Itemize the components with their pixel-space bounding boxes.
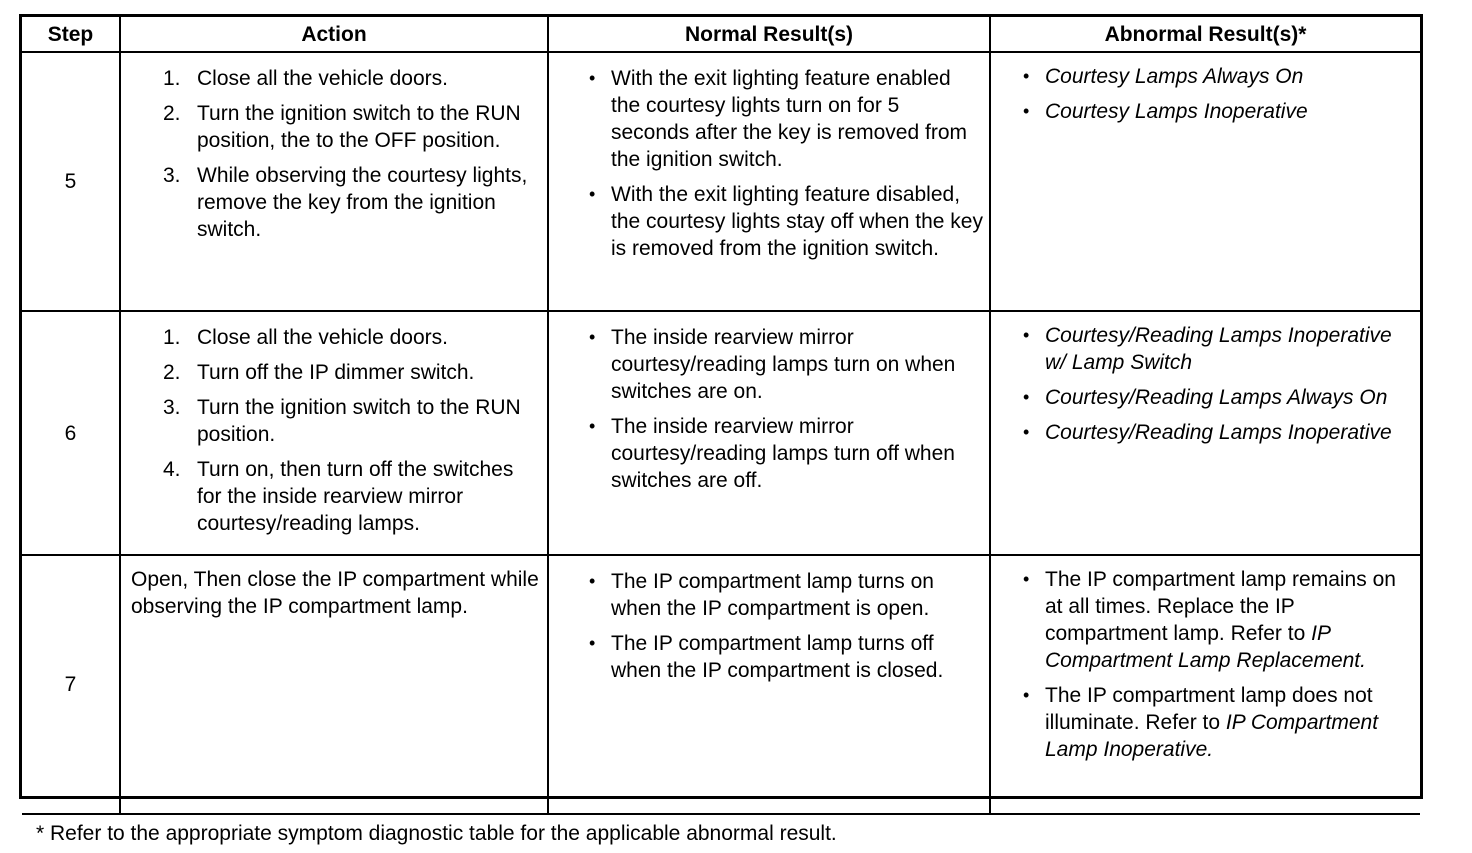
normal-results-cell (548, 555, 990, 814)
diagnostic-table-frame (19, 14, 1423, 845)
action-text: Turn the ignition switch to the RUN position. (197, 396, 521, 446)
result-text: The IP compartment lamp turns off when the IP compartment is closed. (611, 632, 944, 682)
abnormal-results-list (1019, 566, 1414, 763)
result-item (1019, 322, 1414, 376)
bullet-icon: • (1023, 685, 1030, 705)
bullet-icon: • (589, 633, 596, 653)
bullet-icon: • (1023, 422, 1030, 442)
abnormal-results-cell (990, 52, 1420, 311)
bullet-icon: • (1023, 325, 1030, 345)
normal-results-cell (548, 311, 990, 555)
header-normal-results: Normal Result(s) (548, 17, 990, 52)
abnormal-results-cell (990, 311, 1420, 555)
action-item (131, 100, 537, 154)
result-item (585, 413, 983, 494)
table-row (22, 555, 1420, 814)
action-text: Turn the ignition switch to the RUN position, the to the OFF position. (197, 102, 521, 152)
normal-results-cell (548, 52, 990, 311)
header-row (22, 17, 1420, 52)
step-number: 6 (22, 311, 120, 555)
result-text: The IP compartment lamp remains on at all times. Replace the IP compartment lamp. Refer to (1045, 568, 1396, 645)
result-link-text: Courtesy/Reading Lamps Inoperative (1045, 421, 1392, 444)
result-item (585, 65, 983, 173)
result-text: The IP compartment lamp does not illuminate. Refer to (1045, 684, 1373, 734)
action-item (131, 162, 537, 243)
bullet-icon: • (1023, 101, 1030, 121)
normal-results-list (585, 324, 983, 494)
action-text: Open, Then close the IP compartment while observing the IP compartment lamp. (131, 568, 539, 618)
table-row (22, 52, 1420, 311)
result-text: With the exit lighting feature disabled, the courtesy lights stay off when the key is removed from the ignition switch. (611, 183, 983, 260)
result-item (1019, 566, 1414, 674)
abnormal-results-list (1019, 63, 1414, 125)
result-link-text: Courtesy/Reading Lamps Always On (1045, 386, 1388, 409)
result-item (585, 181, 983, 262)
result-text: The inside rearview mirror courtesy/reading lamps turn off when switches are off. (611, 415, 955, 492)
action-text: Close all the vehicle doors. (197, 67, 448, 90)
action-item (131, 324, 537, 351)
action-cell (120, 311, 548, 555)
result-link-text: Courtesy Lamps Inoperative (1045, 100, 1308, 123)
abnormal-results-list (1019, 322, 1414, 446)
action-text: Turn on, then turn off the switches for the inside rearview mirror courtesy/reading lamps. (197, 458, 514, 535)
result-item (1019, 63, 1414, 90)
action-text: Turn off the IP dimmer switch. (197, 361, 475, 384)
bullet-icon: • (1023, 66, 1030, 86)
bullet-icon: • (589, 184, 596, 204)
action-number: 4. (163, 458, 181, 481)
result-text: The IP compartment lamp turns on when the IP compartment is open. (611, 570, 934, 620)
action-item (131, 394, 537, 448)
result-item (1019, 682, 1414, 763)
result-link-text: IP Compartment Lamp Inoperative. (1045, 711, 1379, 761)
action-item (131, 65, 537, 92)
result-item (585, 630, 983, 684)
action-cell (120, 555, 548, 814)
table-row (22, 311, 1420, 555)
result-item (585, 568, 983, 622)
bullet-icon: • (589, 68, 596, 88)
action-number: 1. (163, 67, 181, 90)
action-number: 3. (163, 164, 181, 187)
result-link-text: Courtesy Lamps Always On (1045, 65, 1304, 88)
action-text: While observing the courtesy lights, remove the key from the ignition switch. (197, 164, 528, 241)
action-item (131, 359, 537, 386)
bullet-icon: • (589, 571, 596, 591)
result-item (1019, 98, 1414, 125)
result-text: The inside rearview mirror courtesy/reading lamps turn on when switches are on. (611, 326, 956, 403)
bullet-icon: • (589, 416, 596, 436)
action-list (131, 324, 537, 537)
result-link-text: IP Compartment Lamp Replacement. (1045, 622, 1366, 672)
result-item (1019, 419, 1414, 446)
action-number: 2. (163, 102, 181, 125)
header-abnormal-results: Abnormal Result(s)* (990, 17, 1420, 52)
bullet-icon: • (1023, 387, 1030, 407)
bullet-icon: • (1023, 569, 1030, 589)
action-list (131, 65, 537, 243)
step-number: 7 (22, 555, 120, 814)
diagnostic-table (22, 17, 1420, 853)
result-link-text: Courtesy/Reading Lamps Inoperative w/ Lamp Switch (1045, 324, 1392, 374)
action-text: Close all the vehicle doors. (197, 326, 448, 349)
result-text: With the exit lighting feature enabled the courtesy lights turn on for 5 seconds after the key is removed from the ignition switch. (611, 67, 967, 171)
footnote: * Refer to the appropriate symptom diagnostic table for the applicable abnormal result. (22, 814, 1420, 853)
result-item (585, 324, 983, 405)
step-number: 5 (22, 52, 120, 311)
action-number: 2. (163, 361, 181, 384)
bullet-icon: • (589, 327, 596, 347)
action-number: 3. (163, 396, 181, 419)
header-step: Step (22, 17, 120, 52)
action-item (131, 456, 537, 537)
normal-results-list (585, 568, 983, 684)
abnormal-results-cell (990, 555, 1420, 814)
footnote-row (22, 814, 1420, 853)
header-action: Action (120, 17, 548, 52)
result-item (1019, 384, 1414, 411)
action-cell (120, 52, 548, 311)
action-number: 1. (163, 326, 181, 349)
normal-results-list (585, 65, 983, 262)
